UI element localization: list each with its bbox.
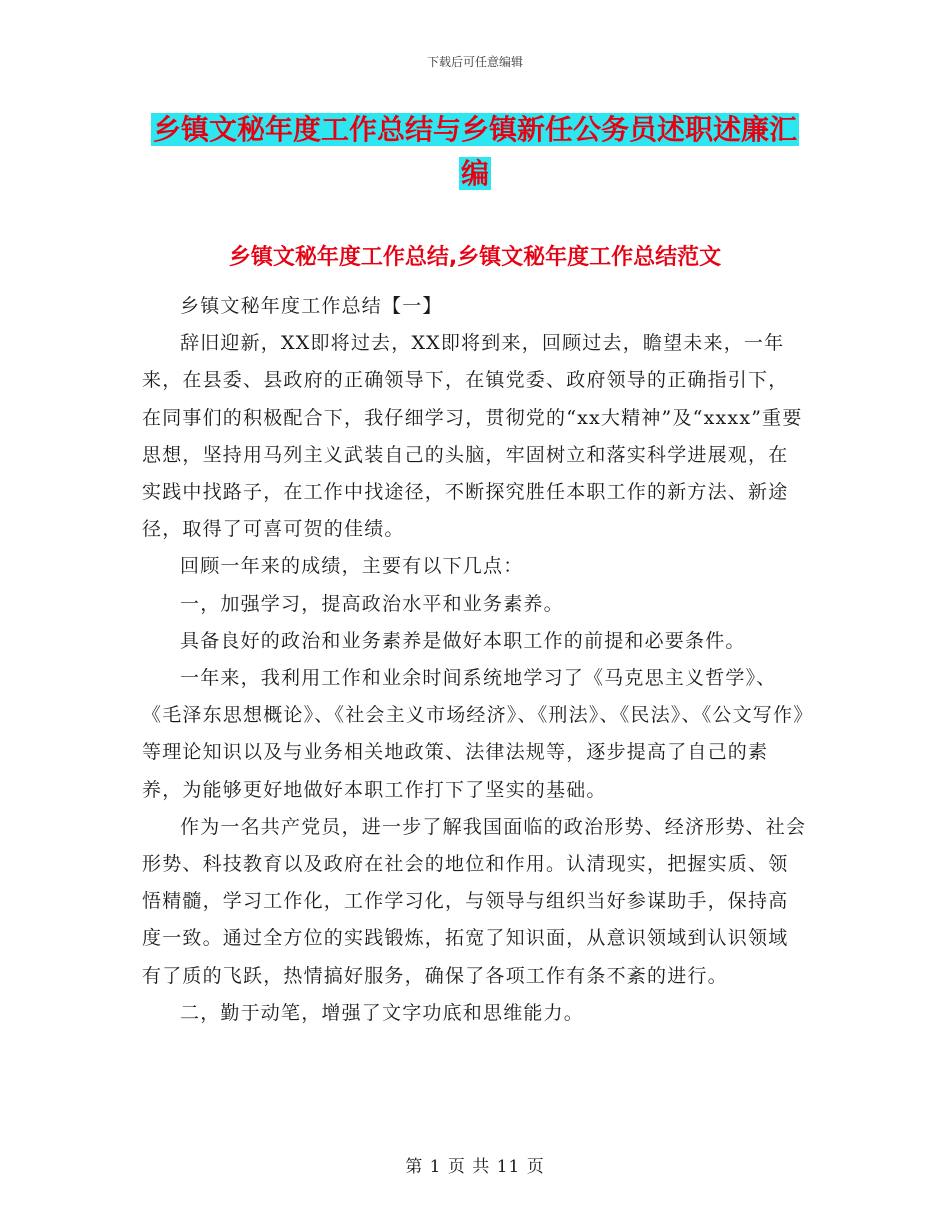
paragraph: 具备良好的政治和业务素养是做好本职工作的前提和必要条件。 [180, 629, 746, 652]
paragraph: 作为一名共产党员，进一步了解我国面临的政治形势、经济形势、社会形势、科技教育以及政府在社会的地位和作用。认清现实，把握实质、领悟精髓，学习工作化，工作学习化，与领导与组织当好参谋助手，保持高度一致。通过全方位的实践锻炼，拓宽了知识面，从意识领域到认识领域有了质的飞跃，热情搞好服务，确保了各项工作有条不紊的进行。 [142, 815, 807, 987]
title-line-2-text: 编 [460, 157, 489, 190]
document-title-line-1 [0, 108, 950, 152]
document-title-line-2 [0, 152, 950, 196]
paragraph: 二，勤于动笔，增强了文字功底和思维能力。 [180, 1001, 585, 1024]
paragraph: 辞旧迎新，XX即将过去，XX即将到来，回顾过去，瞻望未来，一年来，在县委、县政府的正确领导下，在镇党委、政府领导的正确指引下，在同事们的积极配合下，我仔细学习，贯彻党的“xx大精神”及“xxxx”重要思想，坚持用马列主义武装自己的头脑，牢固树立和落实科学进展观，在实践中找路子，在工作中找途径，不断探究胜任本职工作的新方法、新途径，取得了可喜可贺的佳绩。 [142, 332, 803, 541]
paragraph-section-heading: 乡镇文秘年度工作总结【一】 [180, 295, 443, 317]
paragraph: 回顾一年来的成绩，主要有以下几点： [180, 555, 524, 578]
paragraph: 一，加强学习，提高政治水平和业务素养。 [180, 592, 564, 615]
body-text [142, 288, 807, 1032]
header-note: 下载后可任意编辑 [426, 55, 523, 69]
paragraph: 一年来，我利用工作和业余时间系统地学习了《马克思主义哲学》、《毛泽东思想概论》、《社会主义市场经济》、《刑法》、《民法》、《公文写作》等理论知识以及与业务相关地政策、法律法规等，逐步提高了自己的素养，为能够更好地做好本职工作打下了坚实的基础。 [142, 667, 804, 801]
title-line-1-text: 乡镇文秘年度工作总结与乡镇新任公务员述职述廉汇 [152, 113, 797, 146]
page-number-footer: 第 1 页 共 11 页 [405, 1157, 545, 1177]
section-subtitle: 乡镇文秘年度工作总结,乡镇文秘年度工作总结范文 [228, 245, 722, 270]
